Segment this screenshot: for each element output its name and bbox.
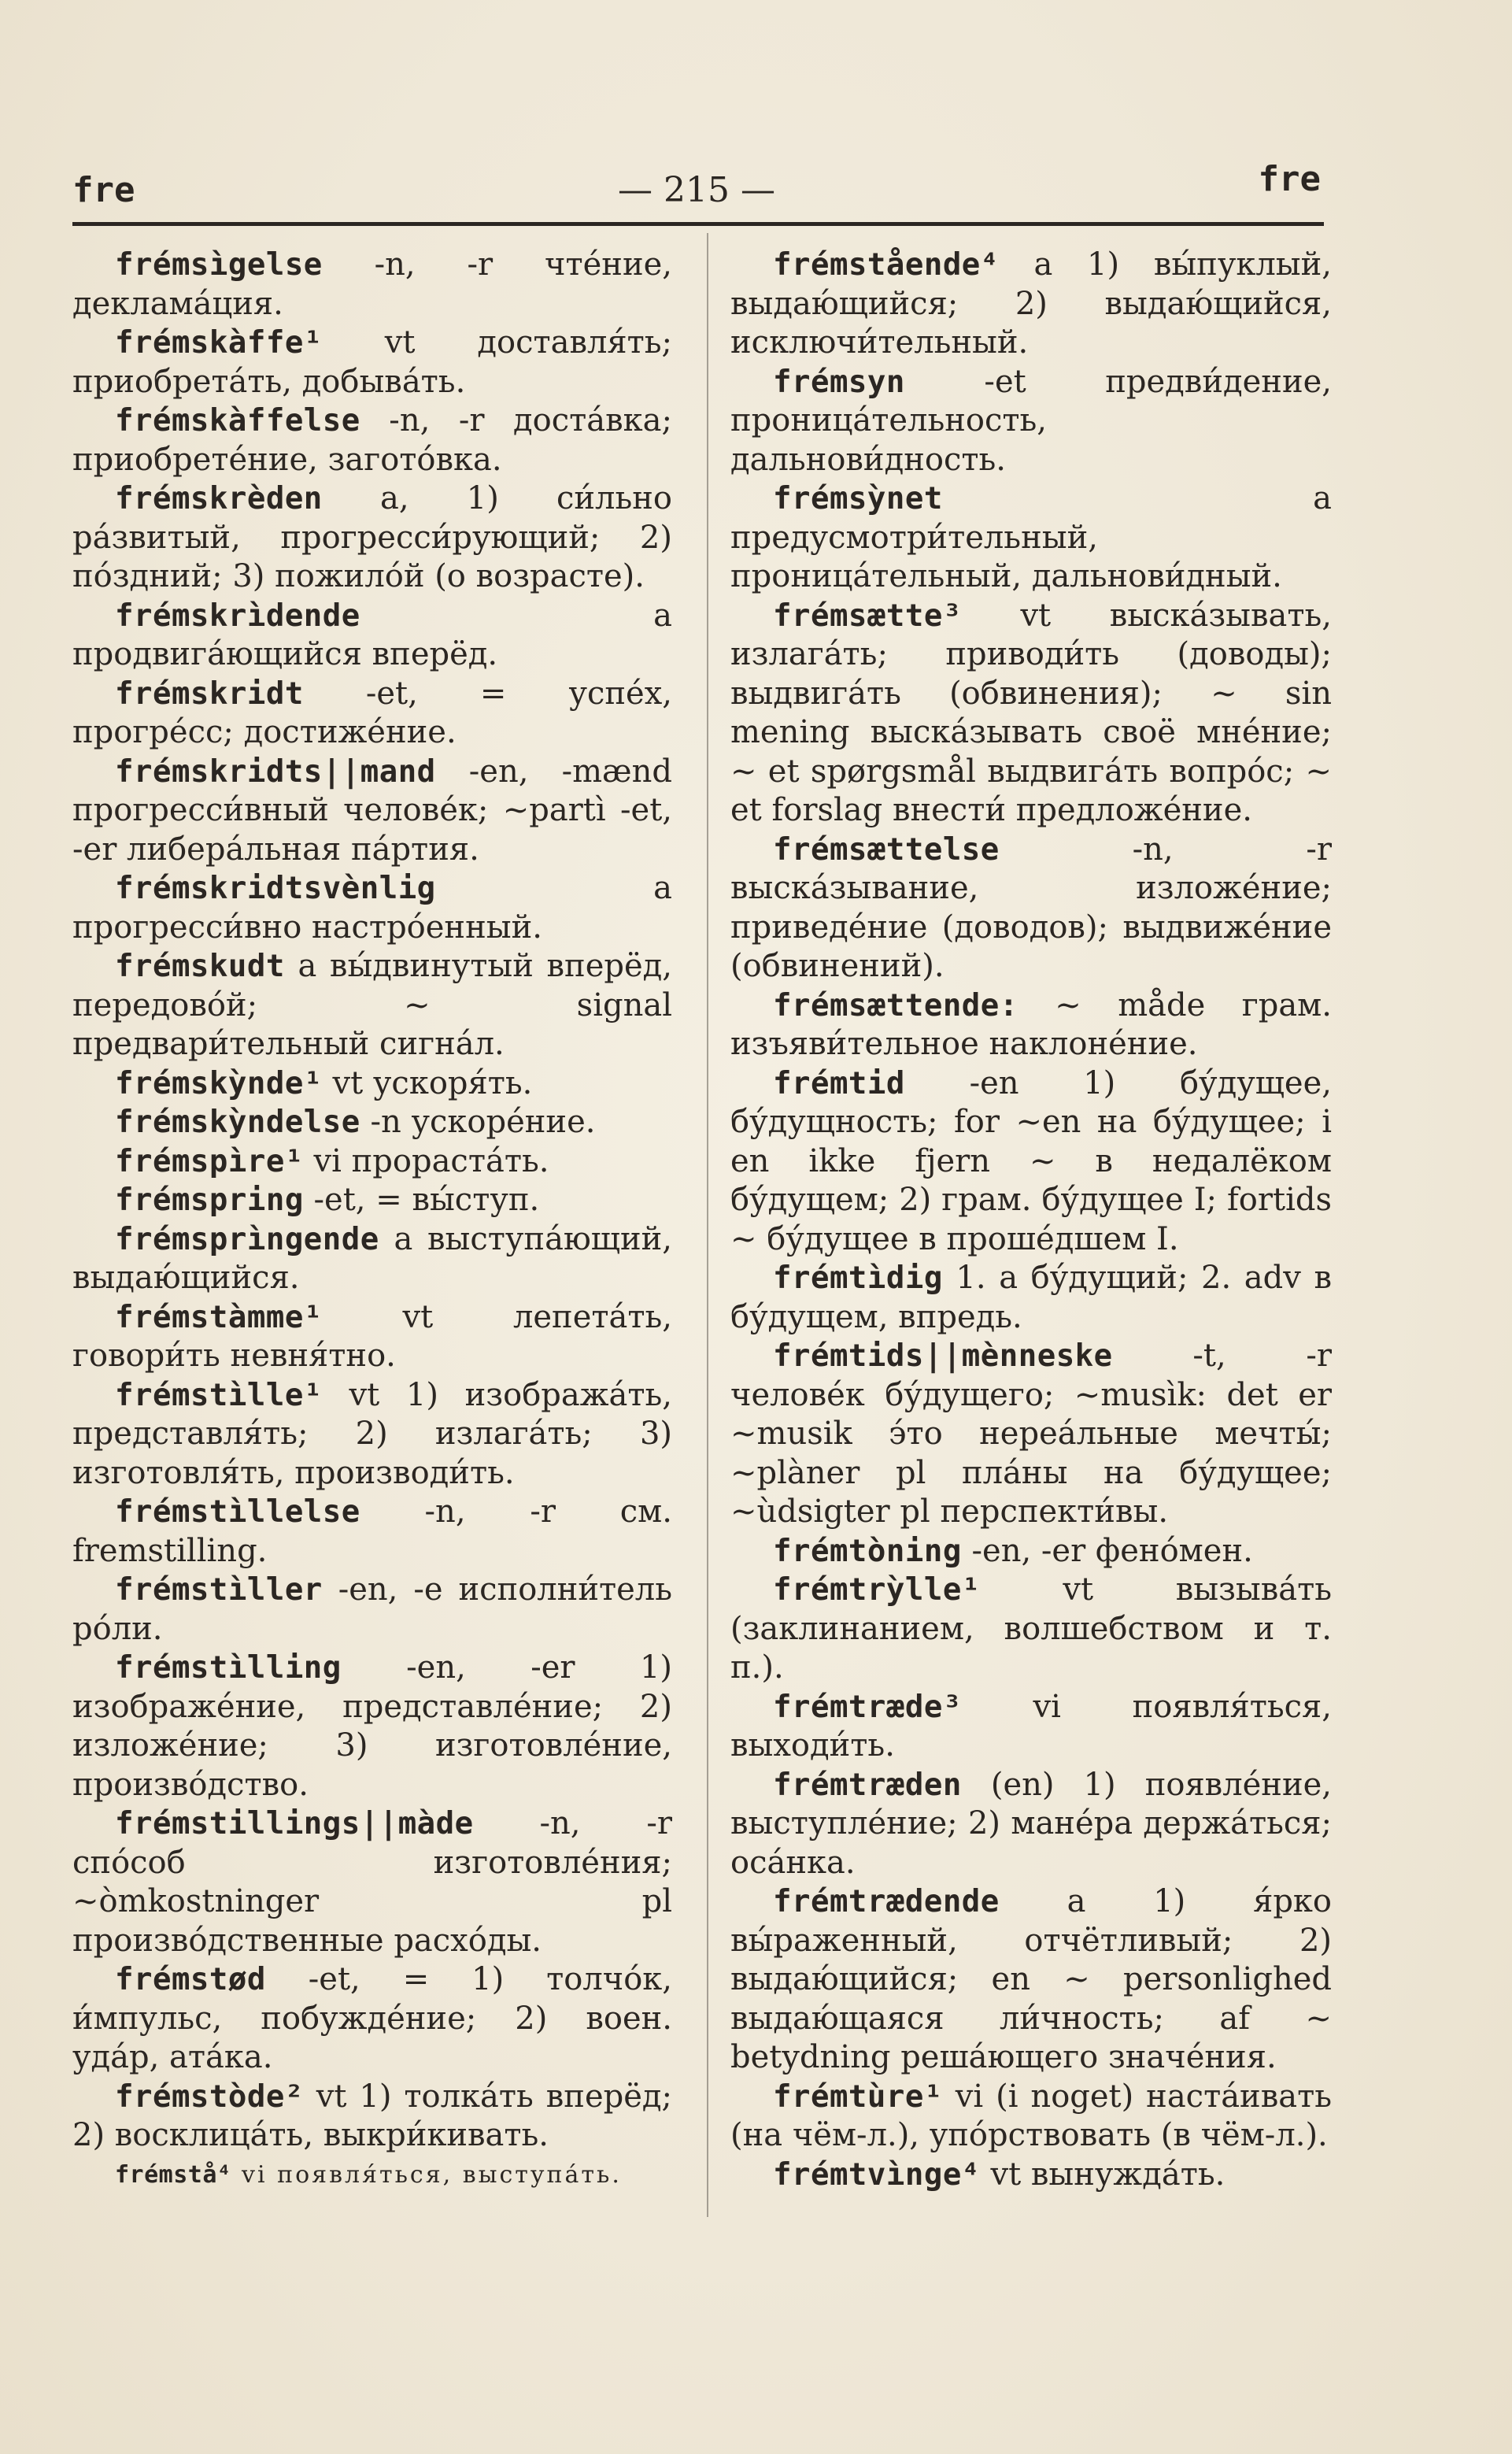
dictionary-entry [730, 479, 1332, 597]
headword: frémsætte³ [773, 598, 962, 634]
definition: vt вызыва́ть (заклинанием, волшебством и т. п.). [730, 1571, 1332, 1686]
headword: frémsìgelse [115, 247, 323, 283]
headword: frémstìllelse [115, 1494, 360, 1530]
headword: frémstìller [115, 1572, 323, 1608]
headword: frémskàffe¹ [115, 325, 323, 361]
headword: frémstìlle¹ [115, 1377, 323, 1413]
headword: frémstàmme¹ [115, 1299, 323, 1335]
headword: frémstød [115, 1962, 266, 1997]
dictionary-entry [72, 1181, 672, 1220]
dictionary-entry [72, 402, 672, 479]
page-number: — 215 — [618, 170, 775, 210]
dictionary-entry [72, 1064, 672, 1104]
definition: -en, -er 1) изображе́ние, представле́ние; 2) изложе́ние; 3) изготовле́ние, произво́дство. [72, 1649, 672, 1803]
definition: vi появля́ться, выходи́ть. [730, 1688, 1332, 1764]
dictionary-entry [72, 1571, 672, 1649]
column-divider [707, 233, 708, 2217]
headword: frémstillings||màde [115, 1806, 474, 1841]
headword: frémtòning [773, 1533, 962, 1569]
definition: -et предви́дение, проница́тельность, дальнови́дность. [730, 363, 1332, 478]
definition: -n, -r спо́соб изготовле́ния; ~òmkostninger pl произво́дственные расхо́ды. [72, 1805, 672, 1959]
headword: frémtræde³ [773, 1689, 962, 1725]
definition: a выступа́ющий, выдаю́щийся. [72, 1220, 672, 1296]
dictionary-entry [730, 1064, 1332, 1260]
left-column [72, 246, 672, 2194]
dictionary-entry [730, 597, 1332, 831]
definition: vt 1) толка́ть вперёд; 2) восклица́ть, выкри́кивать. [72, 2078, 672, 2153]
definition: -en 1) бу́дущее, бу́дущность; for ~en на бу́дущее; i en ikke fjern ~ в недалёком бу́дущем; 2) грам. бу́дущее I; fortids ~ бу́дущее в проше́дшем I. [730, 1064, 1332, 1257]
dictionary-entry [72, 1220, 672, 1298]
definition: vt вынужда́ть. [980, 2156, 1225, 2193]
headword: frémspring [115, 1183, 304, 1218]
headword: frémtìdig [773, 1260, 943, 1296]
page-header [72, 159, 1321, 214]
headword: frémtræden [773, 1767, 962, 1803]
dictionary-entry [730, 831, 1332, 986]
headword: frémskàffelse [115, 403, 360, 439]
definition: a предусмотри́тельный, проница́тельный, дальнови́дный. [730, 480, 1332, 594]
definition: (en) 1) появле́ние, выступле́ние; 2) мане́ра держа́ться; оса́нка. [730, 1766, 1332, 1881]
dictionary-entry [730, 1259, 1332, 1337]
definition: a 1) я́рко вы́раженный, отчётливый; 2) выдаю́щийся; en ~ personlighed выдаю́щаяся ли́чность; af ~ betydning реша́ющего значе́ния. [730, 1883, 1332, 2075]
definition: vt доставля́ть; приобрета́ть, добыва́ть. [72, 324, 672, 400]
headword: frémtid [773, 1065, 905, 1101]
header-left-guideword: fre [72, 170, 135, 210]
definition: a продвига́ющийся вперёд. [72, 597, 672, 672]
right-column [730, 246, 1332, 2194]
definition: -en, -er фено́мен. [961, 1532, 1253, 1569]
dictionary-entry [72, 597, 672, 675]
definition: -en, -e исполни́тель ро́ли. [72, 1571, 672, 1647]
headword: frémskudt [115, 949, 285, 984]
headword: frémskỳndelse [115, 1105, 360, 1140]
headword: frémstående⁴ [773, 247, 1000, 283]
headword: frémtvìnge⁴ [773, 2156, 981, 2193]
dictionary-entry [72, 1649, 672, 1804]
dictionary-entry [72, 1960, 672, 2078]
headword: frémstòde² [115, 2078, 304, 2115]
dictionary-entry [730, 2078, 1332, 2156]
definition: vt 1) изобража́ть, представля́ть; 2) излага́ть; 3) изготовля́ть, производи́ть. [72, 1376, 672, 1491]
definition: vi (i noget) наста́ивать (на чём-л.), упо́рствовать (в чём-л.). [730, 2078, 1332, 2153]
dictionary-entry [730, 1688, 1332, 1766]
headword: frémskridt [115, 675, 304, 712]
dictionary-entry [72, 479, 672, 597]
dictionary-entry [730, 1766, 1332, 1883]
dictionary-entry [72, 753, 672, 870]
dictionary-entry [730, 246, 1332, 363]
definition: -t, -r челове́к бу́дущего; ~musìk: det er ~musik э́то нереа́льные мечты́; ~plàner pl пла́ны на бу́дущее; ~ùdsigter pl перспекти́вы. [730, 1338, 1332, 1530]
headword: frémtids||mènneske [773, 1338, 1113, 1374]
headword: frémsprìngende [115, 1221, 379, 1257]
definition: vt ускоря́ть. [322, 1064, 533, 1101]
headword: frémskrìdende [115, 598, 360, 634]
definition: vi появля́ться, выступа́ть. [231, 2160, 622, 2189]
dictionary-entry [730, 1532, 1332, 1571]
dictionary-entry [72, 869, 672, 947]
headword: frémskridts||mand [115, 753, 436, 790]
definition: a, 1) си́льно ра́звитый, прогресси́рующий; 2) по́здний; 3) пожило́й (о возрасте). [72, 480, 672, 594]
headword: frémskrèden [115, 481, 323, 516]
headword: frémskỳnde¹ [115, 1065, 323, 1101]
definition: vi прораста́ть. [303, 1142, 549, 1179]
headword: frémsyn [773, 364, 905, 400]
dictionary-entry [72, 2078, 672, 2156]
dictionary-entry [730, 1882, 1332, 2078]
definition: 1. a бу́дущий; 2. adv в бу́дущем, впредь. [730, 1260, 1332, 1335]
definition: vt лепета́ть, говори́ть невня́тно. [72, 1298, 672, 1374]
definition: -n ускоре́ние. [360, 1104, 596, 1140]
headword: frémtrỳlle¹ [773, 1572, 981, 1608]
dictionary-entry [72, 246, 672, 324]
dictionary-entry [72, 675, 672, 753]
dictionary-entry [72, 1298, 672, 1376]
header-rule [72, 222, 1324, 226]
definition: -n, -r см. fremstilling. [72, 1493, 672, 1569]
definition: -et, = 1) толчо́к, и́мпульс, побужде́ние; 2) воен. уда́р, ата́ка. [72, 1961, 672, 2075]
headword: frémsỳnet [773, 481, 943, 516]
definition: a прогресси́вно настро́енный. [72, 870, 672, 946]
dictionary-entry [72, 324, 672, 402]
definition: -et, = успе́х, прогре́сс; достиже́ние. [72, 675, 672, 750]
headword: frémstå⁴ [115, 2160, 232, 2189]
dictionary-entry [730, 363, 1332, 480]
headword: frémtùre¹ [773, 2078, 943, 2115]
headword: frémtrædende [773, 1884, 1000, 1919]
definition: vt выска́зывать, излага́ть; приводи́ть (доводы); выдвига́ть (обвинения); ~ sin mening выска́зывать своё мне́ние; ~ et spørgsmål выдвига́ть вопро́с; ~ et forslag внести́ предложе́ние. [730, 597, 1332, 828]
definition: -et, = вы́ступ. [303, 1182, 540, 1218]
definition: -n, -r выска́зывание, изложе́ние; приведе́ние (доводов); выдвиже́ние (обвинений). [730, 831, 1332, 984]
dictionary-entry [730, 986, 1332, 1064]
headword: frémsættende: [773, 987, 1018, 1023]
dictionary-entry [730, 2156, 1332, 2195]
headword: frémstìlling [115, 1650, 342, 1686]
header-right-guideword: fre [1258, 159, 1321, 199]
headword: frémskridtsvènlig [115, 871, 436, 906]
definition: -n, -r чте́ние, деклама́ция. [72, 246, 672, 322]
definition: ~ måde грам. изъяви́тельное наклоне́ние. [730, 986, 1332, 1062]
dictionary-entry [72, 1493, 672, 1571]
definition: -n, -r доста́вка; приобрете́ние, загото́вка. [72, 402, 672, 478]
headword: frémsættelse [773, 831, 1000, 868]
dictionary-entry [72, 1804, 672, 1960]
dictionary-entry [72, 1142, 672, 1182]
definition: a 1) вы́пуклый, выдаю́щийся; 2) выдаю́щийся, исключи́тельный. [730, 246, 1332, 361]
dictionary-entry [730, 1337, 1332, 1532]
headword: frémspìre¹ [115, 1143, 304, 1179]
definition: -en, -mænd прогресси́вный челове́к; ~partì -et, -er либера́льная па́ртия. [72, 753, 672, 868]
dictionary-entry [730, 1571, 1332, 1688]
dictionary-entry [72, 2156, 672, 2195]
dictionary-entry [72, 1103, 672, 1142]
definition: a вы́двинутый вперёд, передово́й; ~ signal предвари́тельный сигна́л. [72, 948, 672, 1062]
dictionary-entry [72, 1376, 672, 1493]
dictionary-entry [72, 947, 672, 1064]
